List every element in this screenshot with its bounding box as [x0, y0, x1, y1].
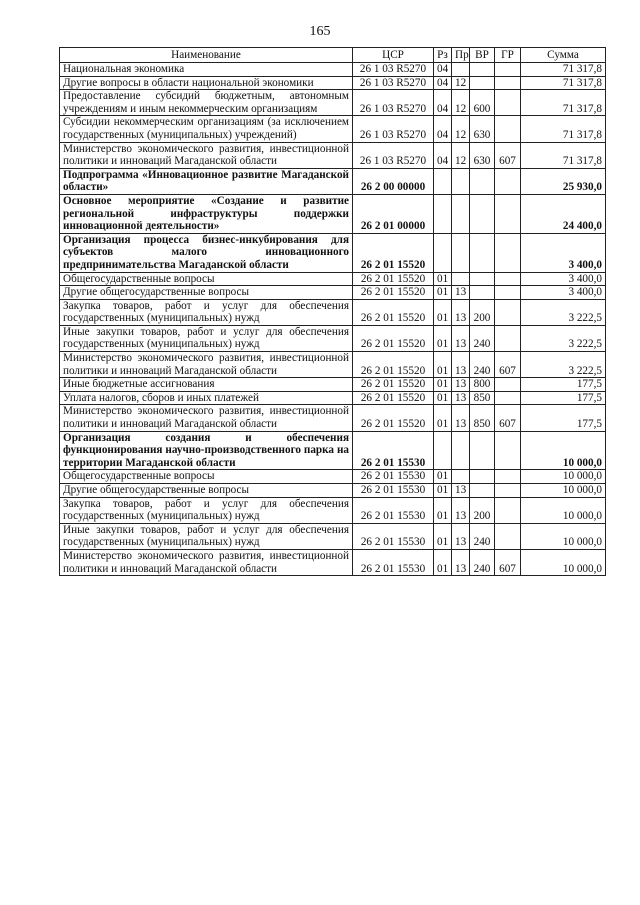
table-row	[60, 549, 606, 575]
cell-gr	[495, 116, 521, 142]
table-row	[60, 484, 606, 498]
cell-pr: 13	[452, 549, 470, 575]
cell-gr	[495, 391, 521, 405]
table-row	[60, 272, 606, 286]
table-row	[60, 194, 606, 233]
cell-vr: 200	[470, 497, 495, 523]
cell-csr: 26 2 01 15520	[353, 272, 434, 286]
cell-vr: 240	[470, 523, 495, 549]
cell-sum: 3 400,0	[521, 286, 606, 300]
cell-vr	[470, 431, 495, 470]
cell-name: Иные закупки товаров, работ и услуг для обеспечения государственных (муниципальных) нужд	[60, 325, 353, 351]
cell-pr: 12	[452, 90, 470, 116]
cell-pr: 13	[452, 378, 470, 392]
table-row	[60, 90, 606, 116]
cell-gr	[495, 523, 521, 549]
table-row	[60, 523, 606, 549]
cell-name: Основное мероприятие «Создание и развитие региональной инфраструктуры поддержки инновационной деятельности»	[60, 194, 353, 233]
cell-pr: 13	[452, 391, 470, 405]
cell-csr: 26 2 01 15520	[353, 378, 434, 392]
cell-csr: 26 1 03 R5270	[353, 90, 434, 116]
cell-sum: 3 400,0	[521, 233, 606, 272]
cell-rz: 01	[434, 549, 452, 575]
cell-sum: 71 317,8	[521, 76, 606, 90]
cell-sum: 3 222,5	[521, 352, 606, 378]
cell-pr: 13	[452, 325, 470, 351]
table-row	[60, 142, 606, 168]
column-header-pr: Пр	[452, 48, 470, 63]
cell-name: Закупка товаров, работ и услуг для обеспечения государственных (муниципальных) нужд	[60, 299, 353, 325]
cell-vr: 800	[470, 378, 495, 392]
cell-vr: 850	[470, 391, 495, 405]
table-row	[60, 470, 606, 484]
cell-rz: 04	[434, 90, 452, 116]
cell-rz: 04	[434, 142, 452, 168]
column-header-csr: ЦСР	[353, 48, 434, 63]
cell-rz: 01	[434, 523, 452, 549]
cell-rz	[434, 431, 452, 470]
cell-sum: 10 000,0	[521, 431, 606, 470]
column-header-name: Наименование	[60, 48, 353, 63]
cell-sum: 24 400,0	[521, 194, 606, 233]
cell-csr: 26 2 01 15530	[353, 497, 434, 523]
cell-rz: 01	[434, 325, 452, 351]
cell-sum: 71 317,8	[521, 63, 606, 77]
cell-gr: 607	[495, 352, 521, 378]
cell-sum: 10 000,0	[521, 523, 606, 549]
cell-csr: 26 2 01 15520	[353, 405, 434, 431]
cell-vr	[470, 470, 495, 484]
cell-csr: 26 2 01 15520	[353, 352, 434, 378]
cell-rz: 01	[434, 378, 452, 392]
table-row	[60, 116, 606, 142]
cell-rz	[434, 168, 452, 194]
cell-pr: 12	[452, 142, 470, 168]
cell-pr	[452, 63, 470, 77]
cell-gr	[495, 378, 521, 392]
cell-sum: 10 000,0	[521, 470, 606, 484]
column-header-rz: Рз	[434, 48, 452, 63]
cell-sum: 71 317,8	[521, 116, 606, 142]
cell-pr	[452, 272, 470, 286]
cell-csr: 26 2 01 15520	[353, 299, 434, 325]
cell-csr: 26 1 03 R5270	[353, 63, 434, 77]
column-header-vr: ВР	[470, 48, 495, 63]
cell-csr: 26 2 01 00000	[353, 194, 434, 233]
cell-name: Общегосударственные вопросы	[60, 272, 353, 286]
table-row	[60, 378, 606, 392]
cell-rz: 01	[434, 497, 452, 523]
table-row	[60, 405, 606, 431]
table-header-row	[60, 48, 606, 63]
cell-name: Иные закупки товаров, работ и услуг для обеспечения государственных (муниципальных) нужд	[60, 523, 353, 549]
cell-name: Организация процесса бизнес-инкубирования для субъектов малого инновационного предпринимательства Магаданской области	[60, 233, 353, 272]
cell-gr	[495, 194, 521, 233]
cell-name: Министерство экономического развития, инвестиционной политики и инноваций Магаданской области	[60, 549, 353, 575]
cell-vr: 630	[470, 142, 495, 168]
cell-name: Другие вопросы в области национальной экономики	[60, 76, 353, 90]
cell-name: Уплата налогов, сборов и иных платежей	[60, 391, 353, 405]
cell-rz: 04	[434, 76, 452, 90]
cell-rz: 01	[434, 470, 452, 484]
table-row	[60, 325, 606, 351]
table-row	[60, 299, 606, 325]
cell-vr: 240	[470, 549, 495, 575]
cell-csr: 26 2 01 15530	[353, 523, 434, 549]
cell-pr: 13	[452, 286, 470, 300]
cell-name: Общегосударственные вопросы	[60, 470, 353, 484]
column-header-sum: Сумма	[521, 48, 606, 63]
cell-rz: 04	[434, 116, 452, 142]
cell-pr	[452, 470, 470, 484]
cell-pr: 13	[452, 352, 470, 378]
cell-sum: 3 222,5	[521, 299, 606, 325]
cell-csr: 26 2 00 00000	[353, 168, 434, 194]
cell-csr: 26 2 01 15530	[353, 484, 434, 498]
cell-rz: 01	[434, 286, 452, 300]
cell-gr: 607	[495, 142, 521, 168]
cell-rz: 01	[434, 391, 452, 405]
cell-pr: 12	[452, 76, 470, 90]
cell-rz: 01	[434, 272, 452, 286]
cell-csr: 26 2 01 15530	[353, 431, 434, 470]
cell-gr	[495, 325, 521, 351]
column-header-gr: ГР	[495, 48, 521, 63]
cell-rz: 01	[434, 405, 452, 431]
cell-sum: 71 317,8	[521, 142, 606, 168]
cell-pr: 13	[452, 523, 470, 549]
table-row	[60, 233, 606, 272]
cell-gr	[495, 76, 521, 90]
cell-name: Национальная экономика	[60, 63, 353, 77]
cell-csr: 26 2 01 15520	[353, 325, 434, 351]
cell-gr	[495, 497, 521, 523]
cell-name: Предоставление субсидий бюджетным, автономным учреждениям и иным некоммерческим организациям	[60, 90, 353, 116]
cell-rz: 01	[434, 299, 452, 325]
cell-csr: 26 2 01 15520	[353, 286, 434, 300]
table-row	[60, 76, 606, 90]
cell-pr	[452, 431, 470, 470]
cell-rz: 01	[434, 352, 452, 378]
cell-gr: 607	[495, 549, 521, 575]
cell-csr: 26 2 01 15530	[353, 549, 434, 575]
cell-vr: 600	[470, 90, 495, 116]
cell-sum: 25 930,0	[521, 168, 606, 194]
cell-pr: 13	[452, 484, 470, 498]
cell-name: Организация создания и обеспечения функционирования научно-производственного парка на территории Магаданской области	[60, 431, 353, 470]
cell-name: Подпрограмма «Инновационное развитие Магаданской области»	[60, 168, 353, 194]
cell-pr: 13	[452, 497, 470, 523]
cell-vr	[470, 76, 495, 90]
cell-sum: 177,5	[521, 391, 606, 405]
cell-gr	[495, 299, 521, 325]
cell-sum: 10 000,0	[521, 549, 606, 575]
table-row	[60, 431, 606, 470]
cell-pr	[452, 194, 470, 233]
budget-table	[59, 47, 606, 576]
cell-csr: 26 2 01 15520	[353, 391, 434, 405]
cell-pr	[452, 233, 470, 272]
table-row	[60, 63, 606, 77]
cell-vr: 630	[470, 116, 495, 142]
cell-vr: 240	[470, 325, 495, 351]
cell-vr	[470, 168, 495, 194]
cell-vr	[470, 272, 495, 286]
cell-csr: 26 2 01 15530	[353, 470, 434, 484]
cell-pr	[452, 168, 470, 194]
table-row	[60, 497, 606, 523]
cell-gr	[495, 470, 521, 484]
cell-name: Министерство экономического развития, инвестиционной политики и инноваций Магаданской области	[60, 352, 353, 378]
cell-rz: 01	[434, 484, 452, 498]
cell-vr	[470, 63, 495, 77]
cell-name: Министерство экономического развития, инвестиционной политики и инноваций Магаданской области	[60, 142, 353, 168]
cell-csr: 26 1 03 R5270	[353, 76, 434, 90]
table-row	[60, 286, 606, 300]
cell-gr	[495, 272, 521, 286]
cell-rz	[434, 233, 452, 272]
cell-vr	[470, 233, 495, 272]
cell-pr: 13	[452, 405, 470, 431]
cell-vr	[470, 194, 495, 233]
cell-rz: 04	[434, 63, 452, 77]
cell-rz	[434, 194, 452, 233]
table-row	[60, 391, 606, 405]
cell-name: Министерство экономического развития, инвестиционной политики и инноваций Магаданской области	[60, 405, 353, 431]
table-body	[60, 63, 606, 576]
cell-sum: 3 222,5	[521, 325, 606, 351]
cell-name: Другие общегосударственные вопросы	[60, 286, 353, 300]
cell-sum: 3 400,0	[521, 272, 606, 286]
cell-sum: 177,5	[521, 405, 606, 431]
cell-gr	[495, 90, 521, 116]
table-row	[60, 352, 606, 378]
cell-sum: 10 000,0	[521, 497, 606, 523]
cell-gr	[495, 63, 521, 77]
cell-pr: 12	[452, 116, 470, 142]
table-row	[60, 168, 606, 194]
page-number: 165	[309, 24, 331, 39]
cell-gr: 607	[495, 405, 521, 431]
cell-gr	[495, 431, 521, 470]
cell-csr: 26 1 03 R5270	[353, 116, 434, 142]
cell-vr: 200	[470, 299, 495, 325]
cell-pr: 13	[452, 299, 470, 325]
cell-gr	[495, 484, 521, 498]
cell-name: Иные бюджетные ассигнования	[60, 378, 353, 392]
cell-name: Субсидии некоммерческим организациям (за исключением государственных (муниципальных) учреждений)	[60, 116, 353, 142]
cell-gr	[495, 286, 521, 300]
cell-vr: 850	[470, 405, 495, 431]
cell-vr	[470, 484, 495, 498]
cell-csr: 26 2 01 15520	[353, 233, 434, 272]
cell-sum: 177,5	[521, 378, 606, 392]
cell-gr	[495, 168, 521, 194]
cell-vr: 240	[470, 352, 495, 378]
cell-sum: 71 317,8	[521, 90, 606, 116]
cell-gr	[495, 233, 521, 272]
cell-vr	[470, 286, 495, 300]
cell-name: Другие общегосударственные вопросы	[60, 484, 353, 498]
cell-sum: 10 000,0	[521, 484, 606, 498]
cell-name: Закупка товаров, работ и услуг для обеспечения государственных (муниципальных) нужд	[60, 497, 353, 523]
cell-csr: 26 1 03 R5270	[353, 142, 434, 168]
